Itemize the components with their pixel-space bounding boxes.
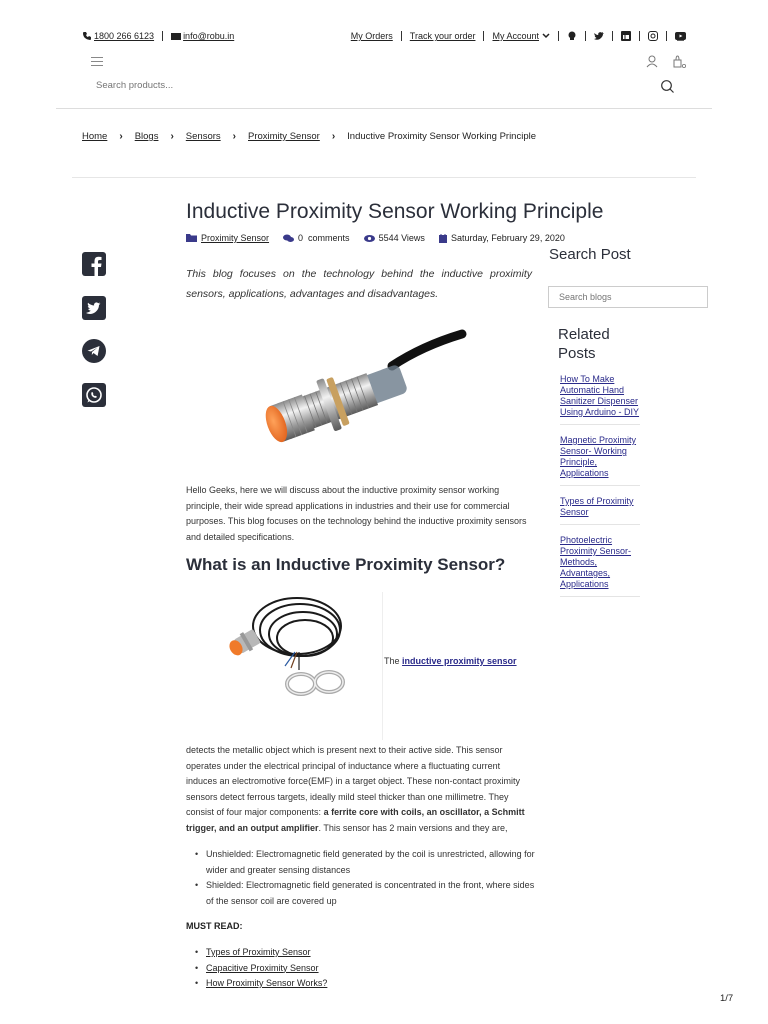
must-read-list [206, 945, 536, 992]
category-link[interactable]: Proximity Sensor [201, 233, 270, 243]
list-item: • Unshielded: Electromagnetic field generated by the coil is unrestricted, allowing for wider and greater sensing distances [206, 847, 536, 878]
related-post-link[interactable]: Photoelectric Proximity Sensor- Methods, Advantages, Applications [560, 535, 632, 589]
app-store-icon[interactable] [567, 31, 577, 41]
must-read-link[interactable]: Capacitive Proximity Sensor [206, 962, 319, 973]
the-prefix: The [384, 656, 400, 666]
chevron-right-icon: › [119, 131, 123, 142]
breadcrumb [82, 131, 536, 142]
my-account-link[interactable]: My Account [492, 31, 539, 41]
list-item [560, 535, 640, 597]
chevron-down-icon[interactable] [542, 33, 550, 39]
inline-link-text [384, 656, 517, 666]
intro-text: This blog focuses on the technology behind the inductive proximity sensors, applications, advantages and disadvantages. [186, 268, 532, 300]
divider [639, 31, 640, 41]
whatsapp-icon[interactable] [82, 383, 106, 407]
post-date: Saturday, February 29, 2020 [450, 233, 565, 243]
divider [558, 31, 559, 41]
search-blogs-input[interactable] [548, 286, 708, 308]
divider [585, 31, 586, 41]
related-post-link[interactable]: Types of Proximity Sensor [560, 496, 634, 517]
sensor-versions-list [206, 847, 536, 909]
page-number: 1/7 [720, 993, 734, 1004]
list-item [560, 496, 640, 525]
folder-icon [186, 234, 197, 242]
comments-label[interactable]: comments [308, 233, 350, 243]
list-item [560, 435, 640, 486]
user-icon[interactable] [646, 55, 658, 68]
comments-icon [283, 234, 294, 243]
related-post-link[interactable]: Magnetic Proximity Sensor- Working Principle, Applications [560, 435, 637, 478]
para2-end: . This sensor has 2 main versions and they are, [318, 822, 508, 833]
twitter-icon[interactable] [594, 32, 604, 41]
post-meta [186, 233, 579, 243]
menu-icon[interactable] [91, 57, 103, 66]
telegram-icon[interactable] [82, 339, 106, 363]
para2-start: detects the metallic object which is present next to their active side. This sensor operates under the electrical principal of inductance where a fluctuating current induces an electromotive force(EMF) in a target object. These non-contact proximity sensors detect ferrous targets, ideally mild steel thicker than one millimetre. They consist of four major components: [186, 745, 520, 817]
top-bar [82, 28, 686, 44]
must-read-link[interactable]: How Proximity Sensor Works? [206, 978, 328, 988]
para2-bold: a ferrite core with coils, an oscillator, a Schmitt trigger, and an output amplifier [186, 807, 525, 833]
list-item: • Shielded: Electromagnetic field generated is concentrated in the front, where sides of the sensor coil are covered up [206, 878, 536, 909]
comments-count: 0 [298, 233, 304, 243]
linkedin-icon[interactable] [621, 31, 631, 41]
twitter-share-icon[interactable] [82, 296, 106, 320]
chevron-right-icon: › [170, 131, 174, 142]
my-orders-link[interactable]: My Orders [350, 31, 393, 41]
search-bar [96, 80, 676, 96]
instagram-icon[interactable] [648, 31, 658, 41]
list-item [206, 961, 536, 977]
phone-icon [82, 31, 92, 41]
divider [56, 108, 712, 109]
phone-link[interactable]: 1800 266 6123 [94, 31, 155, 41]
list-item [206, 945, 536, 961]
divider [666, 31, 667, 41]
related-post-link[interactable]: How To Make Automatic Hand Sanitizer Dispenser Using Arduino - DIY [560, 374, 640, 417]
contact-info [82, 31, 234, 41]
divider [162, 31, 163, 41]
related-posts-heading: Related Posts [558, 326, 610, 362]
facebook-icon[interactable] [82, 252, 106, 276]
chevron-right-icon: › [331, 131, 336, 142]
divider [483, 31, 484, 41]
divider [382, 592, 383, 740]
youtube-icon[interactable] [675, 32, 686, 41]
views-count: 5544 Views [378, 233, 425, 243]
eye-icon [364, 235, 375, 242]
body-paragraph: Hello Geeks, here we will discuss about the inductive proximity sensor working principle, their wide spread applications in industries and their use for commercial purposes. This blog focuses on the technology behind the inductive proximity sensors and detailed specifications. [186, 485, 527, 542]
body-paragraph [186, 743, 532, 836]
list-item [206, 976, 536, 992]
divider [72, 177, 696, 178]
inductive-sensor-link[interactable]: inductive proximity sensor [402, 656, 517, 666]
breadcrumb-sensors[interactable]: Sensors [185, 131, 221, 142]
chevron-right-icon: › [232, 131, 236, 142]
related-posts-list [560, 374, 640, 607]
page-title: Inductive Proximity Sensor Working Principle [186, 200, 604, 223]
must-read-link[interactable]: Types of Proximity Sensor [206, 947, 311, 957]
must-read-label: MUST READ: [186, 921, 243, 931]
divider [612, 31, 613, 41]
track-order-link[interactable]: Track your order [409, 31, 476, 41]
section-heading: What is an Inductive Proximity Sensor? [186, 555, 506, 574]
email-link[interactable]: info@robu.in [183, 31, 235, 41]
search-icon[interactable] [660, 79, 675, 94]
sensor-image [262, 326, 468, 450]
search-post-heading: Search Post [549, 246, 631, 263]
breadcrumb-home[interactable]: Home [82, 131, 108, 142]
list-item [560, 374, 640, 425]
divider [401, 31, 402, 41]
breadcrumb-blogs[interactable]: Blogs [134, 131, 159, 142]
sensor-cable-image [225, 592, 355, 704]
breadcrumb-proximity-sensor[interactable]: Proximity Sensor [248, 131, 320, 142]
calendar-icon [439, 234, 447, 243]
search-input[interactable] [96, 80, 396, 91]
breadcrumb-current: Inductive Proximity Sensor Working Principle [347, 131, 536, 142]
shopping-bag-icon[interactable] [672, 55, 686, 69]
account-links [351, 31, 686, 41]
mail-icon [171, 31, 181, 41]
